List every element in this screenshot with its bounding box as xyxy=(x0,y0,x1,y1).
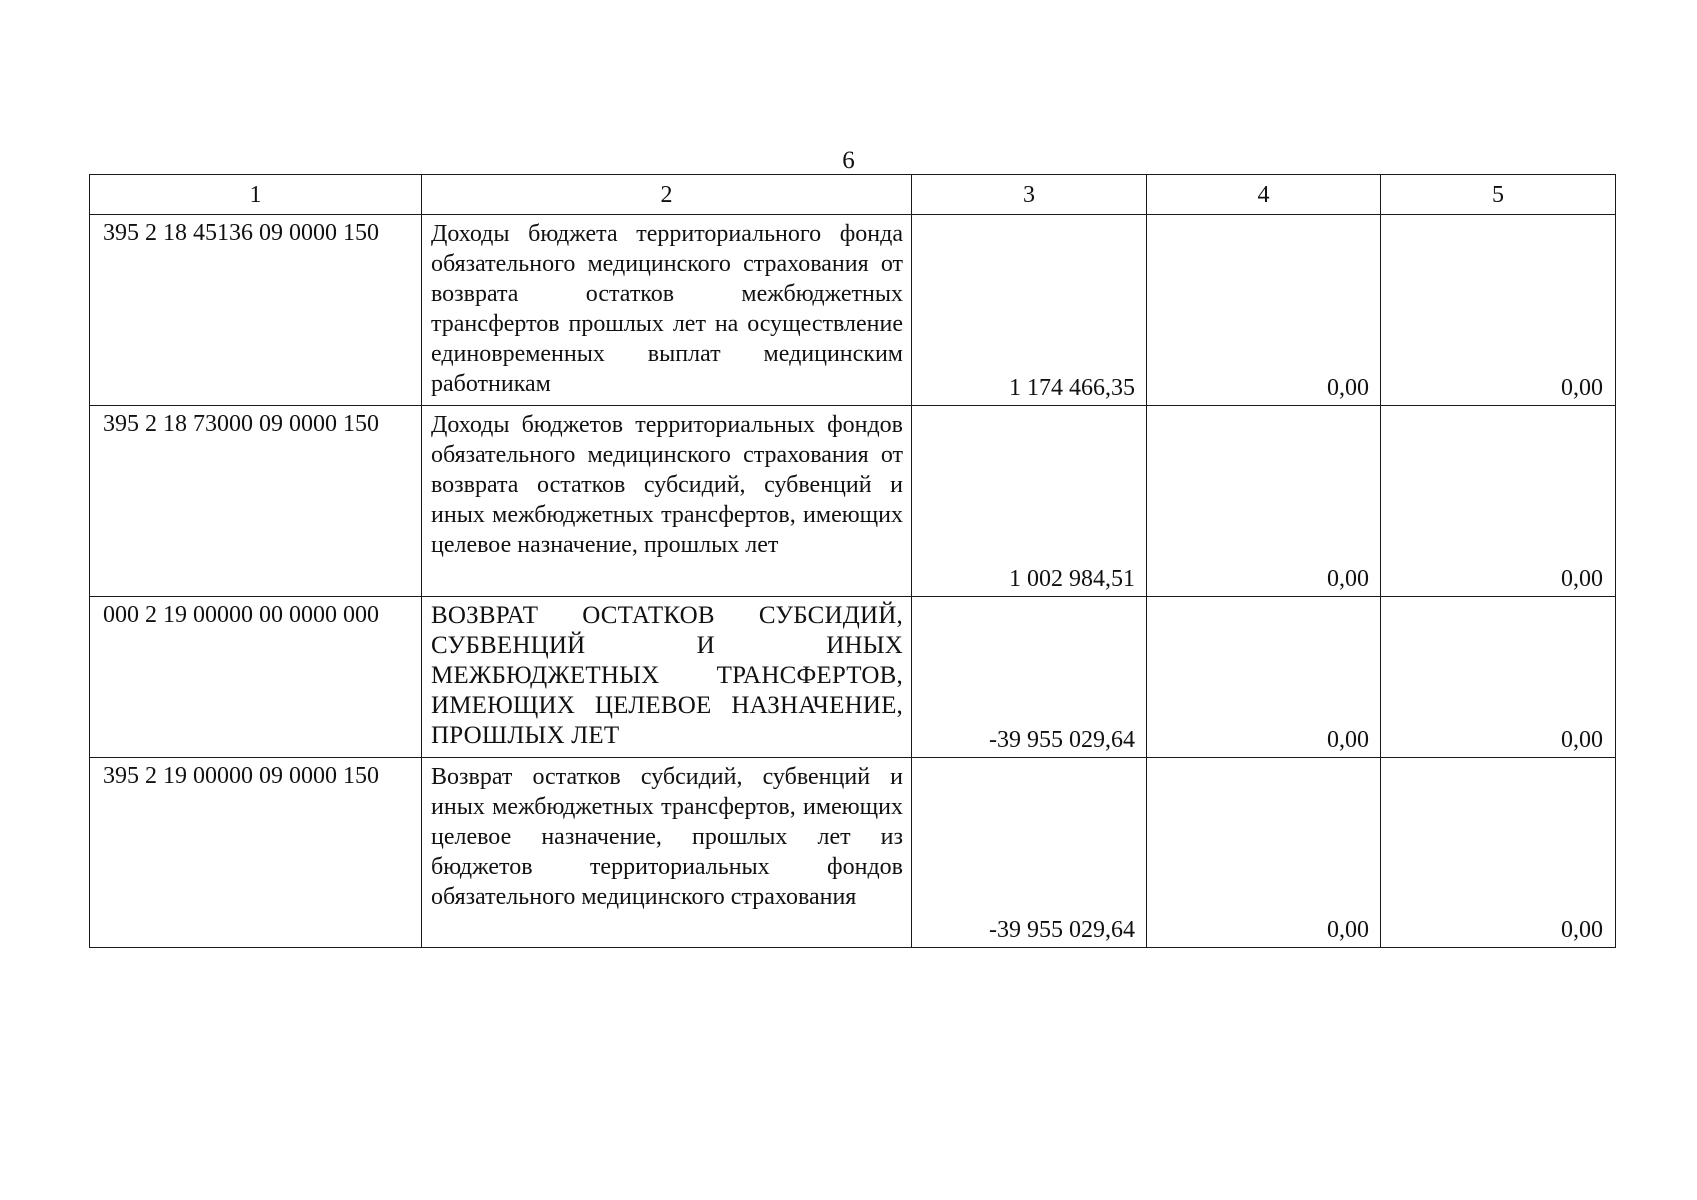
header-col-4: 4 xyxy=(1147,175,1381,215)
header-col-5: 5 xyxy=(1381,175,1616,215)
budget-code: 395 2 19 00000 09 0000 150 xyxy=(90,758,422,948)
row-description: ВОЗВРАТ ОСТАТКОВ СУБСИДИЙ, СУБВЕНЦИЙ И ИНЫХ МЕЖБЮДЖЕТНЫХ ТРАНСФЕРТОВ, ИМЕЮЩИХ ЦЕЛЕВОЕ НАЗНАЧЕНИЕ, ПРОШЛЫХ ЛЕТ xyxy=(422,597,912,758)
amount-col-3: -39 955 029,64 xyxy=(912,597,1147,758)
amount-col-3: 1 002 984,51 xyxy=(912,406,1147,597)
amount-col-5: 0,00 xyxy=(1381,758,1616,948)
row-description: Возврат остатков субсидий, субвенций и иных межбюджетных трансфертов, имеющих целевое назначение, прошлых лет из бюджетов территориальных фондов обязательного медицинского страхования xyxy=(422,758,912,948)
amount-col-5: 0,00 xyxy=(1381,406,1616,597)
table-row xyxy=(90,758,1616,948)
budget-table xyxy=(89,174,1616,948)
amount-col-4: 0,00 xyxy=(1147,597,1381,758)
amount-col-3: -39 955 029,64 xyxy=(912,758,1147,948)
amount-col-4: 0,00 xyxy=(1147,758,1381,948)
row-description: Доходы бюджета территориального фонда обязательного медицинского страхования от возврата остатков межбюджетных трансфертов прошлых лет на осуществление единовременных выплат медицинским работникам xyxy=(422,215,912,406)
amount-col-5: 0,00 xyxy=(1381,597,1616,758)
budget-code: 395 2 18 45136 09 0000 150 xyxy=(90,215,422,406)
amount-col-3: 1 174 466,35 xyxy=(912,215,1147,406)
page-number: 6 xyxy=(842,147,855,174)
row-description: Доходы бюджетов территориальных фондов обязательного медицинского страхования от возврата остатков субсидий, субвенций и иных межбюджетных трансфертов, имеющих целевое назначение, прошлых лет xyxy=(422,406,912,597)
table-row xyxy=(90,215,1616,406)
header-row xyxy=(90,175,1616,215)
amount-col-5: 0,00 xyxy=(1381,215,1616,406)
header-col-1: 1 xyxy=(90,175,422,215)
table-row xyxy=(90,597,1616,758)
budget-code: 395 2 18 73000 09 0000 150 xyxy=(90,406,422,597)
budget-code: 000 2 19 00000 00 0000 000 xyxy=(90,597,422,758)
amount-col-4: 0,00 xyxy=(1147,406,1381,597)
header-col-2: 2 xyxy=(422,175,912,215)
amount-col-4: 0,00 xyxy=(1147,215,1381,406)
header-col-3: 3 xyxy=(912,175,1147,215)
table-row xyxy=(90,406,1616,597)
